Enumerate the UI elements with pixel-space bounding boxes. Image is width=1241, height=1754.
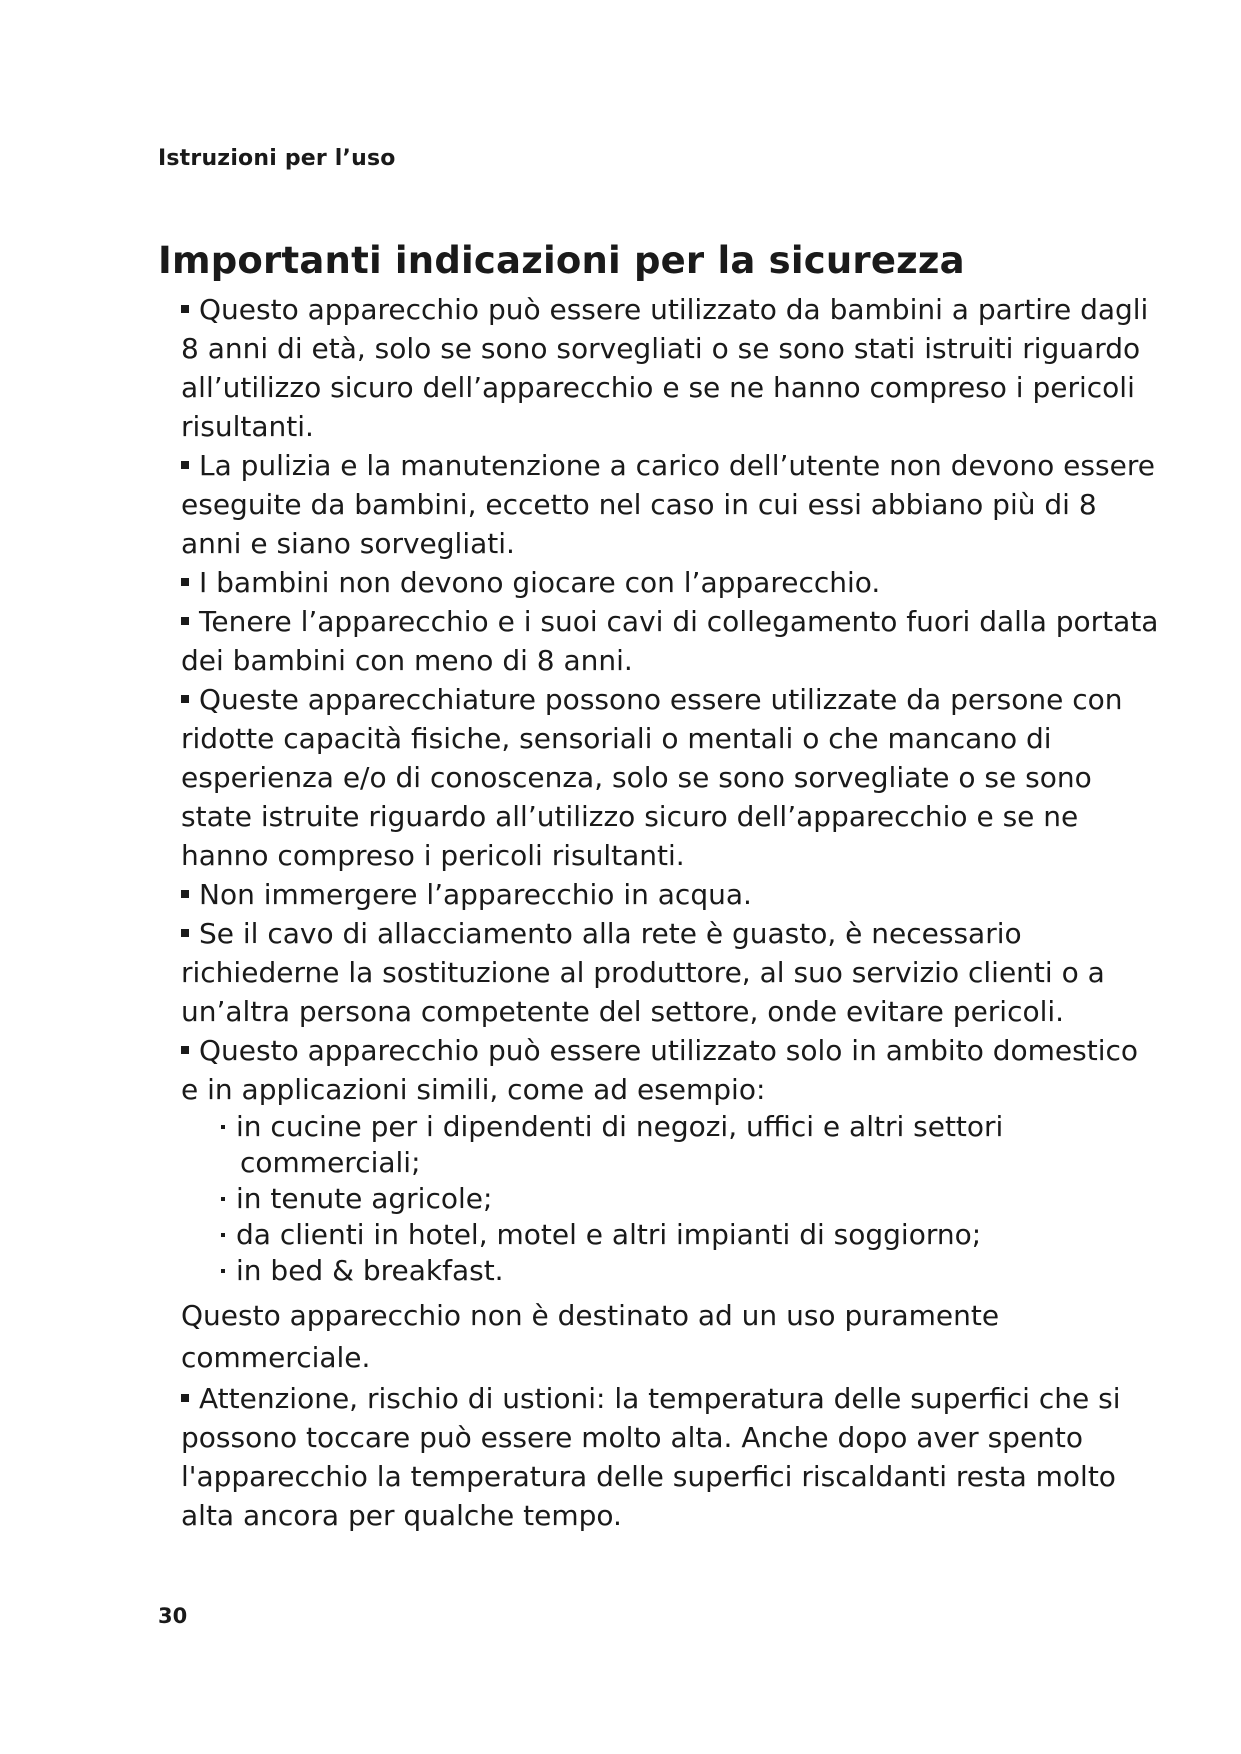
bullet-text: Attenzione, rischio di ustioni: la temperatura delle superfici che si possono toccare può essere molto alta. Anche dopo aver spento l'apparecchio la temperatura delle superfici riscaldanti resta molto alta ancora per qualche tempo.: [181, 1382, 1121, 1532]
bullet-item: [181, 563, 1161, 602]
bullet-item: [181, 1379, 1161, 1535]
sub-list-item: [221, 1181, 1161, 1217]
usage-examples-list: [181, 1109, 1161, 1289]
square-bullet-icon: [181, 305, 189, 313]
sub-list-item: [221, 1109, 1161, 1181]
square-bullet-icon: [181, 695, 189, 703]
sub-list-item: [221, 1253, 1161, 1289]
bullet-text: Se il cavo di allacciamento alla rete è guasto, è necessario richiederne la sostituzione al produttore, al suo servizio clienti o a un’altra persona competente del settore, onde evitare pericoli.: [181, 917, 1105, 1028]
commercial-use-note: Questo apparecchio non è destinato ad un uso puramente commerciale.: [181, 1299, 1000, 1374]
bullet-text: Tenere l’apparecchio e i suoi cavi di collegamento fuori dalla portata dei bambini con meno di 8 anni.: [181, 605, 1159, 677]
bullet-text: La pulizia e la manutenzione a carico dell’utente non devono essere eseguite da bambini, eccetto nel caso in cui essi abbiano più di 8 anni e siano sorvegliati.: [181, 449, 1155, 560]
bullet-item: [181, 875, 1161, 914]
bullet-text: Queste apparecchiature possono essere utilizzate da persone con ridotte capacità fisiche, sensoriali o mentali o che mancano di esperienza e/o di conoscenza, solo se sono sorvegliate o se sono state istruite riguardo all’utilizzo sicuro dell’apparecchio e se ne hanno compreso i pericoli risultanti.: [181, 683, 1123, 872]
bullet-text: Questo apparecchio può essere utilizzato solo in ambito domestico e in applicazioni simili, come ad esempio:: [181, 1034, 1138, 1106]
safety-instructions: [181, 290, 1161, 1535]
sub-list-item: [221, 1217, 1161, 1253]
bullet-item: [181, 602, 1161, 680]
sub-item-text: in tenute agricole;: [236, 1182, 493, 1215]
page-number: 30: [158, 1604, 188, 1628]
square-bullet-icon: [181, 617, 189, 625]
bullet-item: [181, 1031, 1161, 1109]
dot-bullet-icon: [221, 1125, 225, 1129]
dot-bullet-icon: [221, 1197, 225, 1201]
square-bullet-icon: [181, 929, 189, 937]
sub-item-text: in cucine per i dipendenti di negozi, uffici e altri settori commerciali;: [236, 1110, 1004, 1179]
square-bullet-icon: [181, 461, 189, 469]
square-bullet-icon: [181, 1394, 189, 1402]
dot-bullet-icon: [221, 1269, 225, 1273]
bullet-item: [181, 914, 1161, 1031]
bullet-item: [181, 680, 1161, 875]
bullet-text: Questo apparecchio può essere utilizzato da bambini a partire dagli 8 anni di età, solo se sono sorvegliati o se sono stati istruiti riguardo all’utilizzo sicuro dell’apparecchio e se ne hanno compreso i pericoli risultanti.: [181, 293, 1149, 443]
bullet-item: [181, 446, 1161, 563]
sub-item-text: da clienti in hotel, motel e altri impianti di soggiorno;: [236, 1218, 982, 1251]
square-bullet-icon: [181, 1046, 189, 1054]
bullet-item: [181, 290, 1161, 446]
section-title: Importanti indicazioni per la sicurezza: [158, 239, 965, 282]
square-bullet-icon: [181, 890, 189, 898]
sub-item-text: in bed & breakfast.: [236, 1254, 504, 1287]
square-bullet-icon: [181, 578, 189, 586]
running-header: Istruzioni per l’uso: [158, 146, 396, 171]
bullet-text: Non immergere l’apparecchio in acqua.: [199, 878, 752, 911]
bullet-text: I bambini non devono giocare con l’apparecchio.: [199, 566, 881, 599]
dot-bullet-icon: [221, 1233, 225, 1237]
